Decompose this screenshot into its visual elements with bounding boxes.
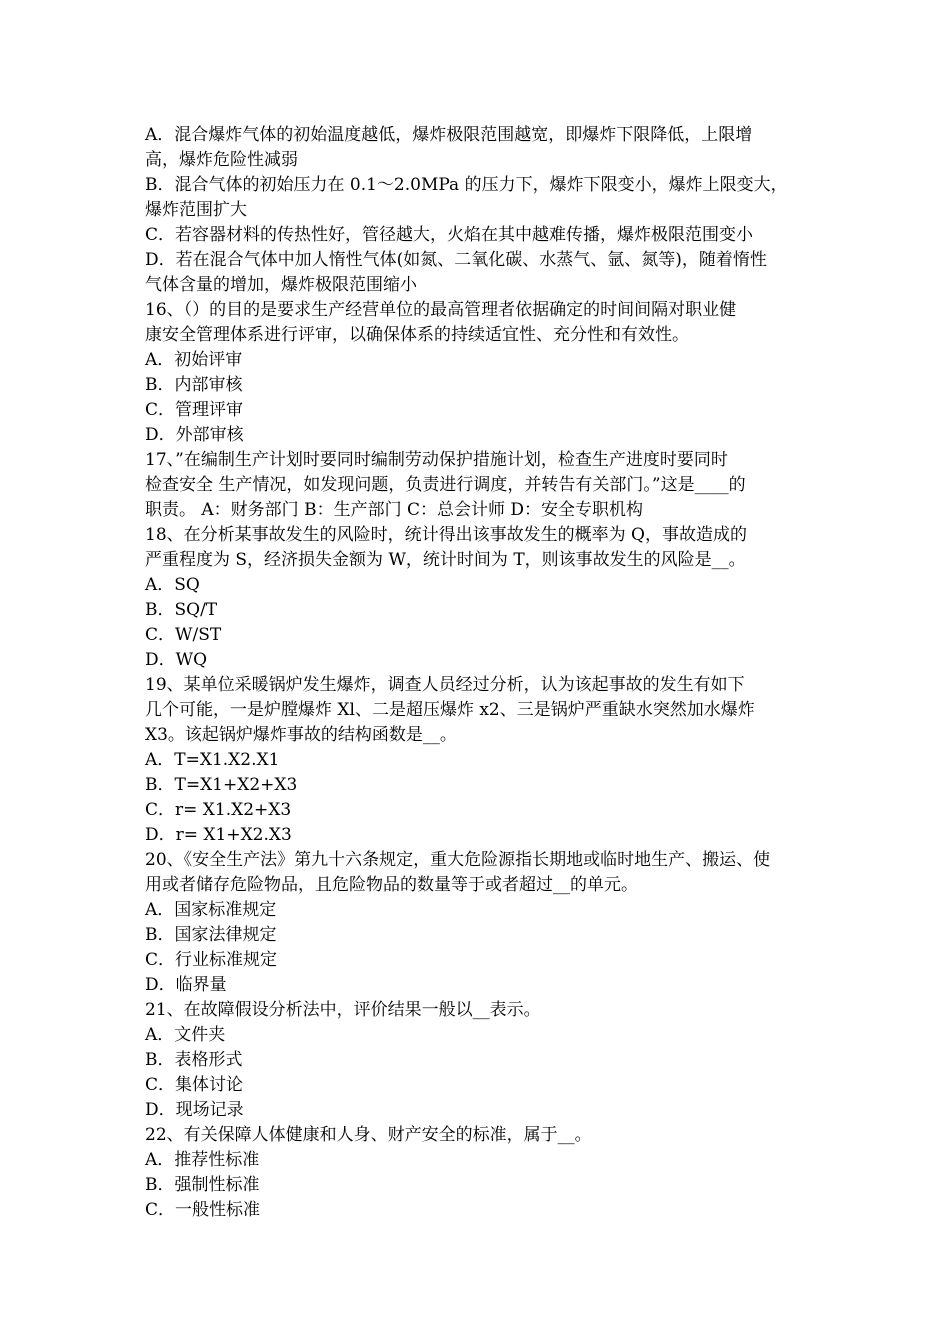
text-line: X3。该起锅炉爆炸事故的结构函数是__。: [145, 725, 457, 745]
question-18: 18、在分析某事故发生的风险时，统计得出该事故发生的概率为 Q，事故造成的: [145, 525, 747, 545]
text-line: 高，爆炸危险性减弱: [145, 150, 298, 170]
option-a: A．国家标准规定: [145, 900, 277, 920]
option-a: A．T=X1.X2.X1: [145, 750, 280, 770]
option-a: A．文件夹: [145, 1025, 226, 1045]
text-line: 用或者储存危险物品，且危险物品的数量等于或者超过__的单元。: [145, 875, 638, 895]
option-a: A．初始评审: [145, 350, 243, 370]
option-b: B．SQ/T: [145, 600, 218, 620]
option-d: D．现场记录: [145, 1100, 244, 1120]
option-c: C．r= X1.X2+X3: [145, 800, 292, 820]
option-b: B．表格形式: [145, 1050, 243, 1070]
text-line: 气体含量的增加，爆炸极限范围缩小: [145, 275, 417, 295]
question-16: 16、（）的目的是要求生产经营单位的最高管理者依据确定的时间间隔对职业健: [145, 300, 737, 320]
option-b: B．T=X1+X2+X3: [145, 775, 298, 795]
option-c: C．一般性标准: [145, 1200, 261, 1220]
text-line: 爆炸范围扩大: [145, 200, 247, 220]
option-c: C．集体讨论: [145, 1075, 244, 1095]
text-line: 职责。 A：财务部门 B：生产部门 C：总会计师 D：安全专职机构: [145, 500, 644, 520]
text-line: B．混合气体的初始压力在 0.1～2.0MPa 的压力下，爆炸下限变小，爆炸上限变大，: [145, 175, 788, 195]
option-c: C．管理评审: [145, 400, 244, 420]
option-c: C．W/ST: [145, 625, 222, 645]
option-a: A．SQ: [145, 575, 200, 595]
question-21: 21、在故障假设分析法中，评价结果一般以__表示。: [145, 1000, 541, 1020]
question-17: 17、”在编制生产计划时要同时编制劳动保护措施计划，检查生产进度时要同时: [145, 450, 728, 470]
document-body: [145, 123, 815, 1223]
text-line: 几个可能，一是炉膛爆炸 Xl、二是超压爆炸 x2、三是锅炉严重缺水突然加水爆炸: [145, 700, 755, 720]
text-line: 康安全管理体系进行评审，以确保体系的持续适宜性、充分性和有效性。: [145, 325, 689, 345]
option-b: B．强制性标准: [145, 1175, 260, 1195]
question-20: 20、《安全生产法》第九十六条规定，重大危险源指长期地或临时地生产、搬运、使: [145, 850, 771, 870]
option-a: A．推荐性标准: [145, 1150, 260, 1170]
text-line: C．若容器材料的传热性好，管径越大，火焰在其中越难传播，爆炸极限范围变小: [145, 225, 754, 245]
option-d: D．r= X1+X2.X3: [145, 825, 292, 845]
question-19: 19、某单位采暖锅炉发生爆炸，调查人员经过分析，认为该起事故的发生有如下: [145, 675, 745, 695]
option-c: C．行业标准规定: [145, 950, 278, 970]
question-22: 22、有关保障人体健康和人身、财产安全的标准，属于__。: [145, 1125, 592, 1145]
text-line: 严重程度为 S，经济损失金额为 W，统计时间为 T，则该事故发生的风险是__。: [145, 550, 746, 570]
option-b: B．国家法律规定: [145, 925, 277, 945]
option-d: D．临界量: [145, 975, 227, 995]
text-line: D．若在混合气体中加人惰性气体(如氮、二氧化碳、水蒸气、氩、氮等)，随着惰性: [145, 250, 767, 270]
text-line: A．混合爆炸气体的初始温度越低，爆炸极限范围越宽，即爆炸下限降低，上限增: [145, 125, 753, 145]
text-line: 检查安全 生产情况，如发现问题，负责进行调度，并转告有关部门。”这是____的: [145, 475, 746, 495]
option-b: B．内部审核: [145, 375, 243, 395]
option-d: D．WQ: [145, 650, 208, 670]
option-d: D．外部审核: [145, 425, 244, 445]
